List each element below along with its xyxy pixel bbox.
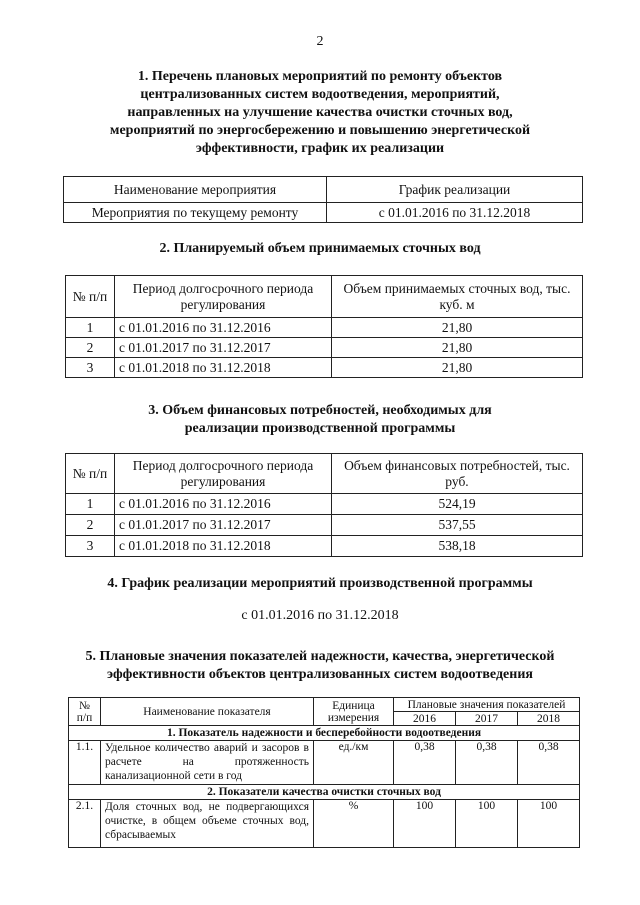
table-cell: Удельное количество аварий и засоров в расчете на протяженность канализационной сети в год <box>101 741 314 785</box>
table-cell: 0,38 <box>394 741 456 785</box>
table-cell: 100 <box>518 800 580 848</box>
measures-table <box>63 176 583 223</box>
table-header: Период долгосрочного периода регулирования <box>115 276 332 318</box>
section-1-title <box>40 68 600 158</box>
table-cell: с 01.01.2016 по 31.12.2016 <box>115 494 332 515</box>
table-cell: с 01.01.2018 по 31.12.2018 <box>115 536 332 557</box>
table-header: Период долгосрочного периода регулирования <box>115 454 332 494</box>
section-3-title <box>40 402 600 438</box>
table-cell: 21,80 <box>332 338 583 358</box>
table-cell: 100 <box>394 800 456 848</box>
table-cell: 100 <box>456 800 518 848</box>
table-cell: 3 <box>66 358 115 378</box>
table-cell: с 01.01.2016 по 31.12.2018 <box>327 203 583 223</box>
year-header: 2017 <box>456 712 518 726</box>
table-cell: 3 <box>66 536 115 557</box>
table-cell: с 01.01.2017 по 31.12.2017 <box>115 515 332 536</box>
table-header: График реализации <box>327 177 583 203</box>
table-header: Наименование мероприятия <box>64 177 327 203</box>
table-cell: с 01.01.2016 по 31.12.2016 <box>115 318 332 338</box>
title-line: эффективности, график их реализации <box>195 141 445 156</box>
table-cell: с 01.01.2018 по 31.12.2018 <box>115 358 332 378</box>
year-header: 2018 <box>518 712 580 726</box>
indicators-table <box>68 697 580 848</box>
title-line: 5. Плановые значения показателей надежности, качества, энергетической <box>85 649 555 664</box>
table-cell: с 01.01.2017 по 31.12.2017 <box>115 338 332 358</box>
table-header: № п/п <box>69 698 101 726</box>
title-line: эффективности объектов централизованных систем водоотведения <box>107 667 533 682</box>
section-2-title: 2. Планируемый объем принимаемых сточных вод <box>159 241 481 256</box>
table-cell: 1 <box>66 318 115 338</box>
table-cell: Мероприятия по текущему ремонту <box>64 203 327 223</box>
section-4-title: 4. График реализации мероприятий производственной программы <box>107 576 533 591</box>
title-line: направленных на улучшение качества очистки сточных вод, <box>127 105 513 120</box>
table-cell: Доля сточных вод, не подвергающихся очистке, в общем объеме сточных вод, сбрасываемых <box>101 800 314 848</box>
table-header: Плановые значения показателей <box>394 698 580 712</box>
financial-needs-table <box>65 453 583 557</box>
table-cell: 1 <box>66 494 115 515</box>
title-line: централизованных систем водоотведения, мероприятий, <box>140 87 500 102</box>
section-5-title <box>40 648 600 684</box>
group-header: 1. Показатель надежности и бесперебойности водоотведения <box>69 726 580 741</box>
wastewater-volume-table <box>65 275 583 378</box>
table-cell: ед./км <box>314 741 394 785</box>
table-header: № п/п <box>66 276 115 318</box>
table-cell: 0,38 <box>456 741 518 785</box>
table-header: № п/п <box>66 454 115 494</box>
group-header: 2. Показатели качества очистки сточных вод <box>69 785 580 800</box>
year-header: 2016 <box>394 712 456 726</box>
table-cell: 537,55 <box>332 515 583 536</box>
table-cell: 2 <box>66 338 115 358</box>
table-cell: % <box>314 800 394 848</box>
table-header: Единица измерения <box>314 698 394 726</box>
title-line: 3. Объем финансовых потребностей, необходимых для <box>148 403 492 418</box>
table-header: Объем финансовых потребностей, тыс. руб. <box>332 454 583 494</box>
table-cell: 2.1. <box>69 800 101 848</box>
page-number: 2 <box>316 34 324 49</box>
title-line: реализации производственной программы <box>184 421 456 436</box>
table-header: Объем принимаемых сточных вод, тыс. куб. м <box>332 276 583 318</box>
table-cell: 538,18 <box>332 536 583 557</box>
title-line: 1. Перечень плановых мероприятий по ремонту объектов <box>137 69 503 84</box>
table-cell: 0,38 <box>518 741 580 785</box>
table-cell: 1.1. <box>69 741 101 785</box>
table-cell: 21,80 <box>332 358 583 378</box>
table-cell: 2 <box>66 515 115 536</box>
table-cell: 21,80 <box>332 318 583 338</box>
table-header: Наименование показателя <box>101 698 314 726</box>
section-4-period: с 01.01.2016 по 31.12.2018 <box>241 608 399 623</box>
title-line: мероприятий по энергосбережению и повышению энергетической <box>109 123 531 138</box>
table-cell: 524,19 <box>332 494 583 515</box>
